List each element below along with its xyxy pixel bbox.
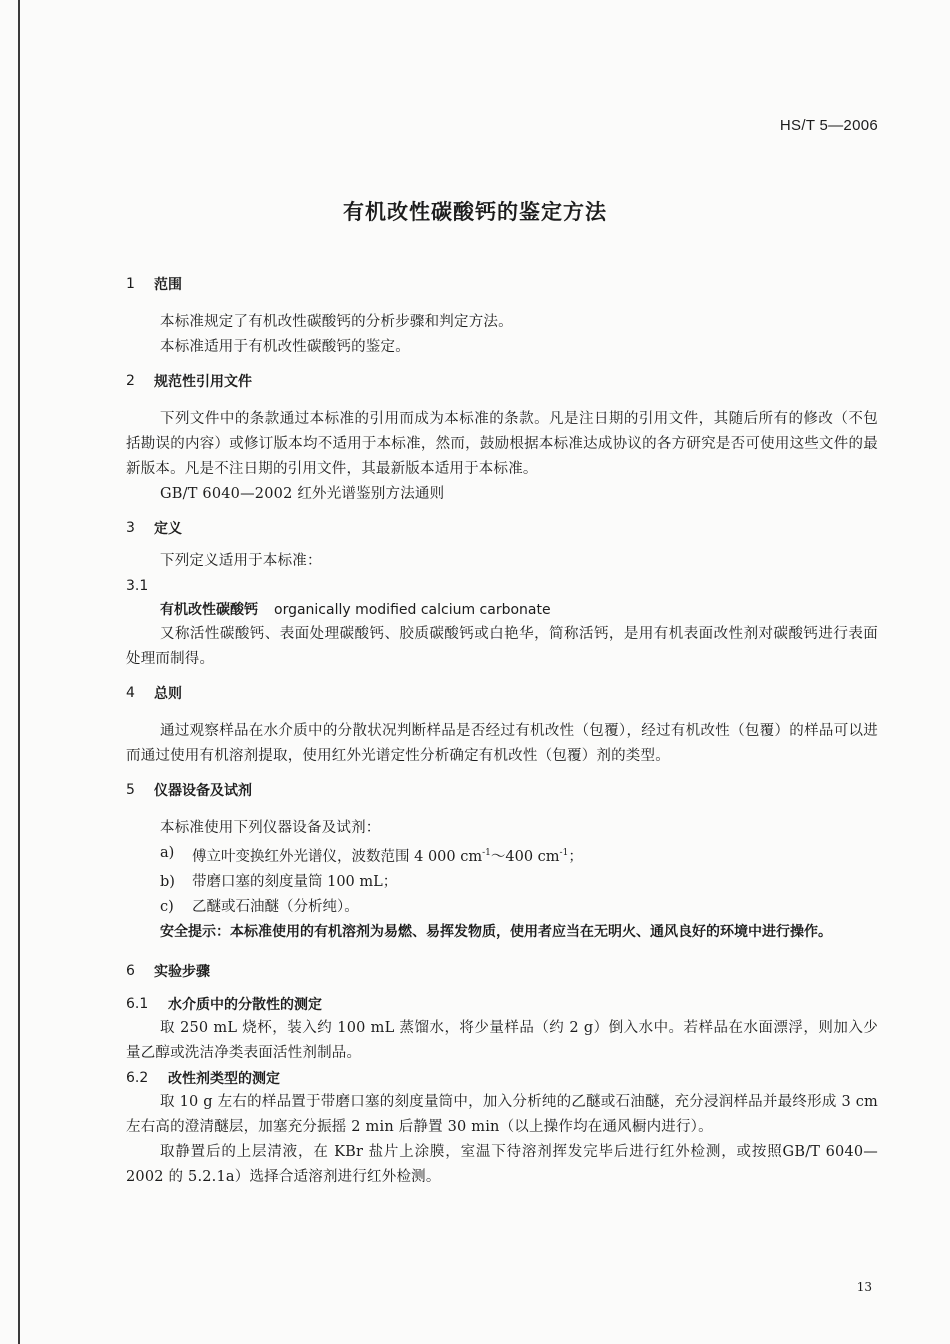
list-marker: a) <box>160 845 175 861</box>
subsection-number: 6.2 <box>126 1069 149 1086</box>
section-title: 规范性引用文件 <box>154 374 252 390</box>
subsection-title: 水介质中的分散性的测定 <box>168 996 322 1013</box>
paragraph: 取 250 mL 烧杯，装入约 100 mL 蒸馏水，将少量样品（约 2 g）倒入水中。若样品在水面漂浮，则加入少量乙醇或洗洁净类表面活性剂制品。 <box>126 1019 878 1061</box>
section-title: 仪器设备及试剂 <box>154 783 252 799</box>
page-number: 13 <box>856 1280 872 1294</box>
normative-reference: GB/T 6040—2002 红外光谱鉴别方法通则 <box>160 486 445 502</box>
term-english: organically modified calcium carbonate <box>274 602 551 618</box>
list-item-text: 傅立叶变换红外光谱仪，波数范围 4 000 $cm^{-1}\sim 400$ $cm^{-1}$； <box>192 848 583 865</box>
list-item <box>126 841 878 870</box>
section-number: 3 <box>126 520 135 536</box>
term-entry <box>126 598 878 622</box>
section-number: 2 <box>126 373 135 389</box>
document-code: HS/T 5—2006 <box>779 117 878 134</box>
term-definition: 又称活性碳酸钙、表面处理碳酸钙、胶质碳酸钙或白艳华，简称活钙，是用有机表面改性剂对碳酸钙进行表面处理而制得。 <box>126 626 878 667</box>
subsection-number: 6.1 <box>126 995 149 1012</box>
paragraph: 取 10 g 左右的样品置于带磨口塞的刻度量筒中，加入分析纯的乙醚或石油醚，充分浸润样品并最终形成 3 cm 左右高的澄清醚层，加塞充分振摇 2 min 后静置 30 min（以上操作均在通风橱内进行）。 <box>126 1093 878 1135</box>
list-marker: b) <box>160 873 175 890</box>
paragraph: 取静置后的上层清液，在 KBr 盐片上涂膜，室温下待溶剂挥发完毕后进行红外检测，或按照GB/T 6040—2002 的 5.2.1a）选择合适溶剂进行红外检测。 <box>126 1143 878 1185</box>
section-title: 范围 <box>154 277 182 293</box>
document-title: 有机改性碳酸钙的鉴定方法 <box>343 200 607 224</box>
section-title: 总则 <box>154 686 182 702</box>
section-2-heading <box>126 369 878 393</box>
list-item <box>126 895 878 920</box>
section-1-heading <box>126 272 878 296</box>
document-body <box>126 272 878 1190</box>
section-4-heading <box>126 681 878 705</box>
paragraph: 本标准使用下列仪器设备及试剂： <box>160 820 381 836</box>
paragraph: 下列文件中的条款通过本标准的引用而成为本标准的条款。凡是注日期的引用文件，其随后所有的修改（不包括勘误的内容）或修订版本均不适用于本标准，然而，鼓励根据本标准达成协议的各方研究是否可使用这些文件的最新版本。凡是不注日期的引用文件，其最新版本适用于本标准。 <box>126 411 878 477</box>
section-title: 定义 <box>154 521 182 537</box>
subsection-6-1-heading <box>126 992 878 1016</box>
list-marker: c) <box>160 898 174 915</box>
subsection-6-2-heading <box>126 1066 878 1090</box>
section-6-heading <box>126 959 878 983</box>
section-3-heading <box>126 516 878 540</box>
list-item <box>126 870 878 895</box>
safety-warning: 安全提示：本标准使用的有机溶剂为易燃、易挥发物质，使用者应当在无明火、通风良好的环境中进行操作。 <box>160 923 832 940</box>
section-5-heading <box>126 778 878 802</box>
paragraph: 通过观察样品在水介质中的分散状况判断样品是否经过有机改性（包覆），经过有机改性（包覆）的样品可以进而通过使用有机溶剂提取，使用红外光谱定性分析确定有机改性（包覆）剂的类型。 <box>126 723 878 764</box>
subsection-3-1-heading <box>126 574 878 598</box>
section-number: 5 <box>126 782 135 798</box>
section-title: 实验步骤 <box>154 963 210 980</box>
paragraph: 下列定义适用于本标准： <box>160 553 322 569</box>
section-number: 1 <box>126 276 135 292</box>
list-item-text: 带磨口塞的刻度量筒 100 mL； <box>192 873 398 890</box>
subsection-title: 改性剂类型的测定 <box>168 1070 280 1087</box>
paragraph: 本标准适用于有机改性碳酸钙的鉴定。 <box>160 339 410 355</box>
subsection-number: 3.1 <box>126 578 149 594</box>
section-number: 4 <box>126 685 135 701</box>
paragraph: 本标准规定了有机改性碳酸钙的分析步骤和判定方法。 <box>160 314 513 330</box>
list-item-text: 乙醚或石油醚（分析纯）。 <box>192 898 359 915</box>
section-number: 6 <box>126 962 135 979</box>
term-chinese: 有机改性碳酸钙 <box>160 602 258 618</box>
